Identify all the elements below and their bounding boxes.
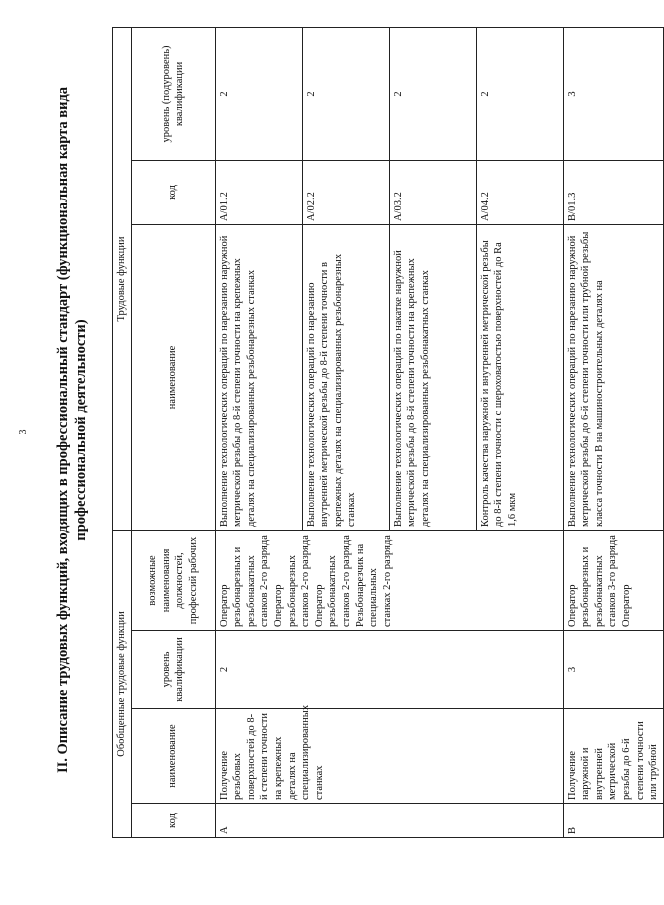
gen-name-cell: Получение наружной и внутренней метрической резьбы до 6-й степени точности или трубной — [563, 709, 663, 804]
rotated-document-page — [8, 8, 660, 852]
tf-code-cell: A/03.2 — [389, 160, 476, 224]
gen-code-cell: В — [563, 804, 663, 838]
tf-name-cell: Выполнение технологических операций по нарезанию наружной метрической резьбы до 8-й степени точности на крепежных деталях на специализированных резьбонарезных станках — [215, 224, 302, 530]
tf-name-cell: Выполнение технологических операций по нарезанию внутренней метрической резьбы до 8-й степени точности в крепежных деталях на специализированных резьбонарезных станках — [302, 224, 389, 530]
table-row — [215, 27, 302, 837]
tf-name-cell: Выполнение технологических операций по накатке наружной метрической резьбы до 8-й степени точности на крепежных деталях на специализированных резьбонакатных станках — [389, 224, 476, 530]
header-tf-name: наименование — [131, 224, 215, 530]
tf-level-cell: 2 — [302, 27, 389, 160]
positions-cell: Оператор резьбонарезных и резьбонакатных станков 2-го разряда Оператор резьбонарезных станков 2-го разряда Оператор резьбонакатных станков 2-го разряда Резьбонарезчик на специальных станках 2-го разряда — [215, 530, 563, 630]
header-level: уровень квалификации — [131, 631, 215, 709]
section-heading-line-1: II. Описание трудовых функций, входящих в профессиональный стандарт (функциональная карта вида — [55, 86, 71, 774]
header-tf-code: код — [131, 160, 215, 224]
gen-level-cell: 2 — [215, 631, 563, 709]
gen-code-cell: А — [215, 804, 563, 838]
table-row — [563, 27, 663, 837]
tf-level-cell: 2 — [476, 27, 563, 160]
gen-level-cell: 3 — [563, 631, 663, 709]
header-generalized-functions: Обобщенные трудовые функции — [113, 530, 132, 837]
header-tf-level: уровень (подуровень) квалификации — [131, 27, 215, 160]
tf-level-cell: 2 — [389, 27, 476, 160]
page-number: 3 — [18, 429, 29, 435]
tf-name-cell: Выполнение технологических операций по нарезанию наружной метрической резьбы до 6-й степени точности или трубной резьбы класса точности В на машиностроительных деталях на — [563, 224, 663, 530]
functional-map-table — [112, 27, 664, 838]
header-name: наименование — [131, 709, 215, 804]
header-labor-functions: Трудовые функции — [113, 27, 132, 530]
positions-cell: Оператор резьбонарезных и резьбонакатных станков 3-го разряда Оператор — [563, 530, 663, 630]
tf-code-cell: A/01.2 — [215, 160, 302, 224]
header-code: код — [131, 804, 215, 838]
tf-code-cell: A/04.2 — [476, 160, 563, 224]
tf-code-cell: A/02.2 — [302, 160, 389, 224]
section-heading-line-2: профессиональной деятельности) — [73, 319, 89, 541]
tf-code-cell: B/01.3 — [563, 160, 663, 224]
tf-level-cell: 3 — [563, 27, 663, 160]
tf-level-cell: 2 — [215, 27, 302, 160]
gen-name-cell: Получение резьбовых поверхностей до 8-й степени точности на крепежных деталях на специализированных станках — [215, 709, 563, 804]
tf-name-cell: Контроль качества наружной и внутренней метрической резьбы до 8-й степени точности с шероховатостью поверхностей до Ra 1,6 мкм — [476, 224, 563, 530]
header-positions: возможные наименования должностей, профессий рабочих — [131, 530, 215, 630]
